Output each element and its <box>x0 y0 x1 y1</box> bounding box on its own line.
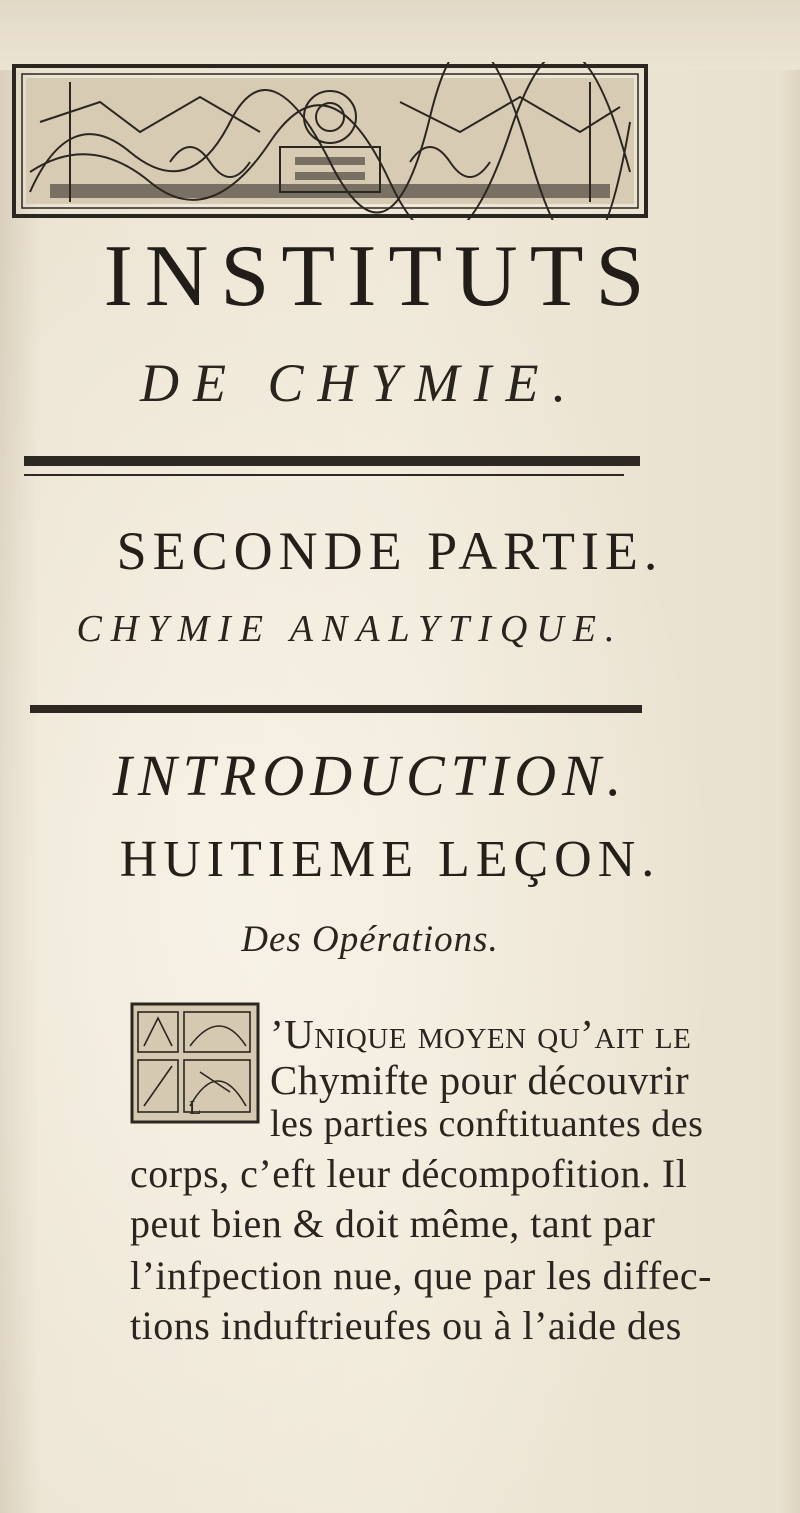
dropcap-ornament-icon <box>130 1002 260 1124</box>
section-rule <box>30 705 642 713</box>
part-title: SECONDE PARTIE. <box>116 521 664 581</box>
introduction-heading: INTRODUCTION. <box>112 743 628 808</box>
lesson-topic: Des Opérations. <box>241 919 499 960</box>
body-line-6: l’infpection nue, que par les diffec- <box>130 1253 712 1298</box>
part-subtitle: CHYMIE ANALYTIQUE. <box>76 608 624 650</box>
double-rule-top <box>24 456 640 466</box>
double-rule-bottom <box>24 474 624 476</box>
body-line-1: ’Unique moyen qu’ait le <box>270 1011 692 1057</box>
headpiece-ornament-icon <box>10 62 650 220</box>
body-line-7: tions induftrieufes ou à l’aide des <box>130 1303 682 1348</box>
page-top-edge <box>0 0 800 70</box>
book-title: INSTITUTS <box>103 228 657 325</box>
lesson-heading: HUITIEME LEÇON. <box>119 831 661 888</box>
body-line-4: corps, c’eft leur décompofition. Il <box>130 1151 688 1196</box>
dropcap-letter: L <box>188 1097 202 1119</box>
body-line-2: Chymifte pour découvrir <box>270 1057 690 1103</box>
body-line-5: peut bien & doit même, tant par <box>130 1201 656 1246</box>
body-line-3: les parties conftituantes des <box>270 1103 704 1145</box>
book-subtitle: DE CHYMIE. <box>140 353 580 413</box>
